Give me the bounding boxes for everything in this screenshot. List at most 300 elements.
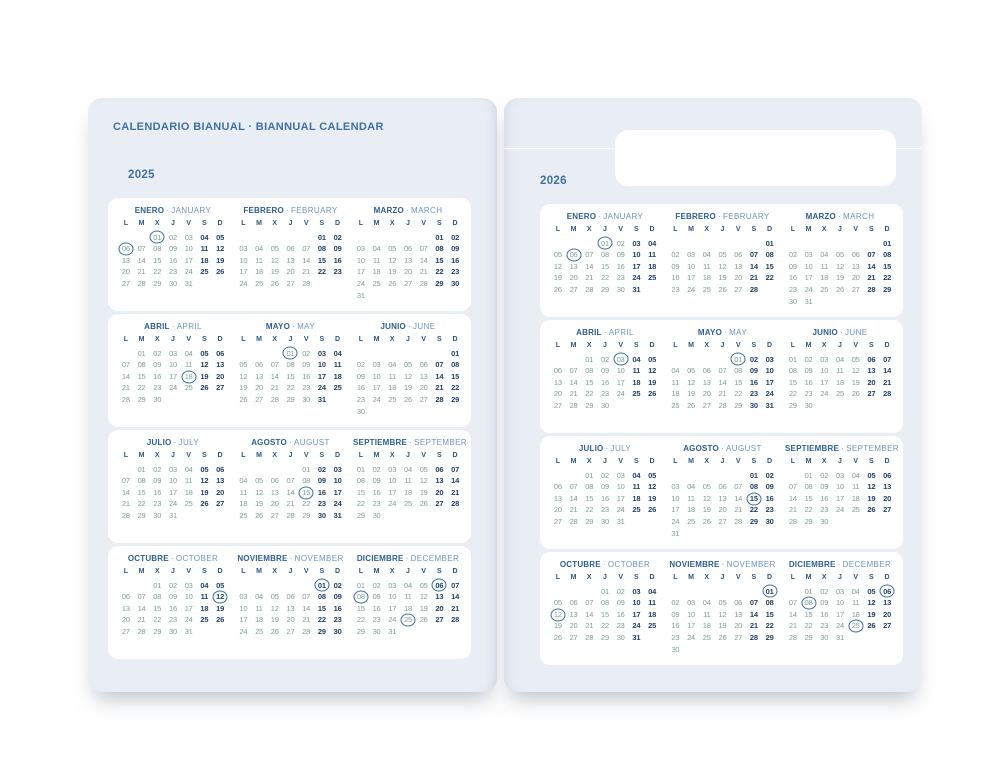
date-number: 29 [600, 285, 609, 295]
weekday-header: M [373, 336, 380, 344]
day-cell [699, 597, 715, 609]
date-number: 03 [333, 464, 342, 474]
empty-cell [118, 348, 134, 360]
date-number: 08 [765, 598, 774, 608]
week-row [668, 249, 778, 261]
date-number: 21 [121, 499, 130, 509]
date-number: 04 [184, 464, 193, 474]
date-number: 28 [569, 401, 578, 411]
day-cell [629, 261, 645, 273]
weekday-header: V [618, 458, 623, 466]
day-cell [267, 510, 283, 522]
weekday-header: D [335, 568, 341, 576]
date-number: 06 [718, 482, 727, 492]
day-cell [879, 609, 895, 621]
date-number: 26 [687, 401, 696, 411]
week-row [668, 632, 778, 644]
date-number: 10 [184, 592, 193, 602]
day-cell [566, 481, 582, 493]
day-cell [369, 603, 385, 615]
day-cell [384, 614, 400, 626]
date-number: 15 [317, 603, 326, 613]
day-cell [447, 278, 463, 290]
date-number: 31 [632, 285, 641, 295]
date-number: 10 [804, 261, 813, 271]
date-number: 20 [216, 487, 225, 497]
day-cell [400, 371, 416, 383]
day-cell [746, 272, 762, 284]
day-cell [118, 278, 134, 290]
date-number: 18 [671, 389, 680, 399]
week-row [236, 255, 346, 267]
month-name-es: JULIO [146, 438, 172, 447]
date-number: 27 [121, 279, 130, 289]
day-cell [746, 261, 762, 273]
date-number: 12 [687, 377, 696, 387]
weekday-header: J [720, 342, 725, 350]
date-number: 23 [372, 499, 381, 509]
date-number: 03 [671, 482, 680, 492]
holiday-date: 01 [286, 348, 295, 358]
date-number: 06 [121, 592, 130, 602]
week-row [668, 238, 778, 250]
day-cell [597, 481, 613, 493]
day-cell [197, 591, 213, 603]
date-number: 08 [137, 476, 146, 486]
date-number: 20 [851, 273, 860, 283]
date-number: 29 [153, 627, 162, 637]
date-number: 10 [168, 476, 177, 486]
date-number: 30 [671, 644, 680, 654]
day-cell [762, 504, 778, 516]
date-number: 02 [153, 464, 162, 474]
day-cell [801, 272, 817, 284]
weekday-header: J [838, 574, 842, 582]
day-cell [384, 394, 400, 406]
empty-cell [267, 232, 283, 244]
day-cell [298, 348, 314, 360]
day-cell [447, 464, 463, 476]
day-cell [267, 382, 283, 394]
day-cell [369, 487, 385, 499]
holiday-date: 25 [851, 621, 860, 631]
date-number: 24 [168, 383, 177, 393]
date-number: 22 [749, 505, 758, 515]
date-number: 10 [239, 603, 248, 613]
date-number: 10 [333, 476, 342, 486]
day-cell [416, 266, 432, 278]
weekday-header: L [673, 342, 678, 350]
day-cell [730, 388, 746, 400]
day-cell [283, 266, 299, 278]
date-number: 25 [702, 633, 711, 643]
date-number: 10 [168, 360, 177, 370]
day-cell [644, 238, 660, 250]
empty-cell [683, 238, 699, 250]
week-row [785, 493, 895, 505]
month-title [118, 438, 228, 447]
day-cell [251, 394, 267, 406]
date-number: 11 [703, 261, 711, 271]
day-cell [699, 516, 715, 528]
date-number: 19 [200, 487, 209, 497]
date-number: 28 [734, 517, 743, 527]
date-number: 24 [687, 285, 696, 295]
date-number: 17 [239, 615, 248, 625]
day-cell [550, 597, 566, 609]
week-row [550, 481, 660, 493]
date-number: 31 [333, 511, 342, 521]
date-number: 03 [239, 244, 248, 254]
month-name-es: DICIEMBRE [356, 554, 404, 563]
day-cell [730, 261, 746, 273]
date-number: 05 [851, 354, 860, 364]
day-cell [118, 603, 134, 615]
day-cell [330, 487, 346, 499]
date-number: 06 [702, 366, 711, 376]
day-cell [330, 580, 346, 592]
day-cell [416, 591, 432, 603]
month-june [353, 322, 463, 427]
empty-cell [353, 232, 369, 244]
weekday-header: V [618, 342, 623, 350]
day-cell [432, 359, 448, 371]
date-number: 19 [718, 273, 727, 283]
week-row [353, 290, 463, 302]
day-cell [369, 394, 385, 406]
date-number: 15 [585, 493, 594, 503]
day-cell [447, 232, 463, 244]
date-number: 07 [749, 250, 758, 260]
weekday-header: X [586, 226, 592, 234]
holiday-date: 01 [153, 232, 162, 242]
day-cell [730, 249, 746, 261]
holiday-date: 15 [749, 493, 758, 503]
date-number: 02 [153, 348, 162, 358]
day-cell [699, 365, 715, 377]
month-name-en: MAY [297, 322, 316, 331]
date-number: 30 [333, 627, 342, 637]
weekday-header: J [838, 342, 842, 350]
date-number: 07 [270, 360, 279, 370]
date-number: 30 [302, 395, 311, 405]
month-name-es: OCTUBRE [559, 560, 601, 569]
day-cell [251, 510, 267, 522]
day-cell [353, 359, 369, 371]
weekday-header: L [790, 458, 795, 466]
day-cell [330, 243, 346, 255]
day-cell [644, 504, 660, 516]
day-cell [644, 249, 660, 261]
month-name-es: AGOSTO [683, 444, 719, 453]
date-number: 12 [270, 603, 279, 613]
day-cell [267, 498, 283, 510]
date-number: 13 [121, 603, 130, 613]
day-cell [801, 516, 817, 528]
day-cell [416, 394, 432, 406]
day-cell [197, 487, 213, 499]
day-cell [613, 238, 629, 250]
date-number: 15 [137, 371, 146, 381]
date-number: 22 [585, 389, 594, 399]
month-name-separator: · [403, 206, 412, 215]
date-number: 18 [403, 487, 412, 497]
weekday-header: D [649, 574, 655, 582]
date-number: 24 [765, 389, 774, 399]
weekday-header: V [853, 226, 858, 234]
day-cell [432, 464, 448, 476]
month-name-es: FEBRERO [675, 212, 716, 221]
day-cell [730, 354, 746, 366]
weekday-header: X [272, 568, 278, 576]
day-cell [668, 284, 684, 296]
day-cell [683, 516, 699, 528]
date-number: 09 [616, 598, 625, 608]
date-number: 30 [600, 517, 609, 527]
date-number: 12 [419, 476, 428, 486]
date-number: 04 [632, 470, 641, 480]
day-cell [330, 371, 346, 383]
date-number: 08 [137, 360, 146, 370]
day-cell [816, 261, 832, 273]
weekday-header-row [550, 456, 660, 468]
date-number: 03 [835, 586, 844, 596]
day-cell [251, 278, 267, 290]
day-cell [613, 272, 629, 284]
day-cell [134, 498, 150, 510]
week-row [236, 591, 346, 603]
day-cell [134, 243, 150, 255]
day-cell [848, 481, 864, 493]
months-card [540, 204, 903, 317]
date-number: 14 [867, 261, 876, 271]
day-cell [762, 493, 778, 505]
date-number: 26 [835, 285, 844, 295]
date-number: 16 [153, 487, 162, 497]
day-cell [283, 371, 299, 383]
day-cell [597, 238, 613, 250]
day-cell [149, 371, 165, 383]
weekday-header: S [869, 574, 874, 582]
week-row [236, 510, 346, 522]
weekday-header: S [202, 452, 207, 460]
day-cell [283, 278, 299, 290]
empty-cell [683, 586, 699, 598]
day-cell [597, 620, 613, 632]
date-number: 20 [435, 487, 444, 497]
month-name-en: DECEMBER [842, 560, 892, 569]
date-number: 05 [419, 464, 428, 474]
date-number: 27 [734, 285, 743, 295]
weekday-header: X [821, 458, 827, 466]
date-number: 05 [648, 470, 657, 480]
weekday-header: S [202, 336, 207, 344]
day-cell [699, 481, 715, 493]
day-cell [298, 487, 314, 499]
weekday-header: V [735, 226, 741, 234]
empty-cell [668, 470, 684, 482]
month-name-en: APRIL [608, 328, 634, 337]
date-number: 09 [317, 476, 326, 486]
date-number: 29 [153, 279, 162, 289]
date-number: 28 [585, 285, 594, 295]
day-cell [298, 626, 314, 638]
month-august [668, 444, 778, 549]
date-number: 17 [317, 371, 326, 381]
day-cell [181, 278, 197, 290]
date-number: 28 [867, 285, 876, 295]
day-cell [550, 272, 566, 284]
date-number: 12 [553, 261, 562, 271]
day-cell [236, 591, 252, 603]
months-card [540, 320, 903, 433]
month-name-en: JANUARY [171, 206, 212, 215]
day-cell [762, 388, 778, 400]
day-cell [330, 266, 346, 278]
date-number: 25 [820, 285, 829, 295]
date-number: 21 [569, 389, 578, 399]
day-cell [746, 365, 762, 377]
day-cell [730, 481, 746, 493]
day-cell [165, 382, 181, 394]
week-row [118, 266, 228, 278]
day-cell [353, 290, 369, 302]
date-number: 08 [585, 482, 594, 492]
day-cell [212, 232, 228, 244]
day-cell [134, 255, 150, 267]
day-cell [369, 591, 385, 603]
day-cell [785, 400, 801, 412]
day-cell [330, 348, 346, 360]
date-number: 07 [718, 366, 727, 376]
day-cell [566, 632, 582, 644]
date-number: 11 [404, 592, 412, 602]
day-cell [644, 597, 660, 609]
day-cell [801, 493, 817, 505]
day-cell [668, 504, 684, 516]
month-february [668, 212, 778, 317]
date-number: 22 [765, 621, 774, 631]
day-cell [314, 243, 330, 255]
month-name-es: AGOSTO [251, 438, 287, 447]
day-cell [762, 354, 778, 366]
day-cell [212, 382, 228, 394]
weekday-header: D [767, 574, 773, 582]
date-number: 15 [451, 371, 460, 381]
day-cell [683, 504, 699, 516]
date-number: 02 [302, 348, 311, 358]
week-row [668, 609, 778, 621]
day-cell [197, 382, 213, 394]
day-cell [746, 470, 762, 482]
date-number: 20 [403, 267, 412, 277]
date-number: 09 [168, 244, 177, 254]
date-number: 17 [388, 487, 397, 497]
weekday-header: L [358, 220, 363, 228]
date-number: 05 [867, 470, 876, 480]
date-number: 27 [734, 633, 743, 643]
date-number: 10 [616, 482, 625, 492]
date-number: 07 [788, 598, 797, 608]
date-number: 22 [585, 505, 594, 515]
month-name-en: JANUARY [603, 212, 644, 221]
day-cell [197, 475, 213, 487]
weekday-header: M [805, 226, 812, 234]
date-number: 16 [765, 493, 774, 503]
day-cell [597, 516, 613, 528]
day-cell [384, 603, 400, 615]
month-title [118, 554, 228, 563]
week-row [236, 278, 346, 290]
date-number: 16 [820, 609, 829, 619]
date-number: 17 [388, 603, 397, 613]
date-number: 14 [569, 377, 578, 387]
date-number: 20 [569, 273, 578, 283]
date-number: 16 [372, 603, 381, 613]
date-number: 28 [451, 615, 460, 625]
date-number: 02 [671, 598, 680, 608]
date-number: 05 [216, 580, 225, 590]
empty-cell [566, 470, 582, 482]
day-cell [832, 632, 848, 644]
date-number: 06 [553, 366, 562, 376]
left-page [88, 98, 497, 692]
date-number: 07 [883, 354, 892, 364]
day-cell [400, 243, 416, 255]
day-cell [400, 394, 416, 406]
date-number: 04 [687, 482, 696, 492]
day-cell [181, 359, 197, 371]
week-row [353, 371, 463, 383]
date-number: 26 [200, 383, 209, 393]
weekday-header-row [785, 572, 895, 584]
day-cell [118, 498, 134, 510]
day-cell [149, 475, 165, 487]
week-row [785, 632, 895, 644]
weekday-header: M [570, 574, 577, 582]
date-number: 13 [702, 377, 711, 387]
date-number: 07 [788, 482, 797, 492]
day-cell [629, 377, 645, 389]
day-cell [550, 365, 566, 377]
day-cell [629, 609, 645, 621]
day-cell [432, 255, 448, 267]
date-number: 29 [883, 285, 892, 295]
day-cell [879, 272, 895, 284]
day-cell [715, 388, 731, 400]
week-row [118, 475, 228, 487]
weekday-header: J [406, 452, 410, 460]
week-row [236, 382, 346, 394]
date-number: 23 [600, 505, 609, 515]
date-number: 15 [804, 609, 813, 619]
date-number: 04 [632, 354, 641, 364]
date-number: 21 [419, 267, 428, 277]
date-number: 23 [372, 615, 381, 625]
day-cell [369, 371, 385, 383]
day-cell [432, 382, 448, 394]
day-cell [212, 580, 228, 592]
date-number: 27 [883, 621, 892, 631]
day-cell [330, 591, 346, 603]
day-cell [298, 614, 314, 626]
weekday-header: L [555, 226, 560, 234]
date-number: 23 [317, 499, 326, 509]
day-cell [432, 278, 448, 290]
day-cell [730, 597, 746, 609]
month-name-es: ABRIL [144, 322, 170, 331]
day-cell [384, 278, 400, 290]
